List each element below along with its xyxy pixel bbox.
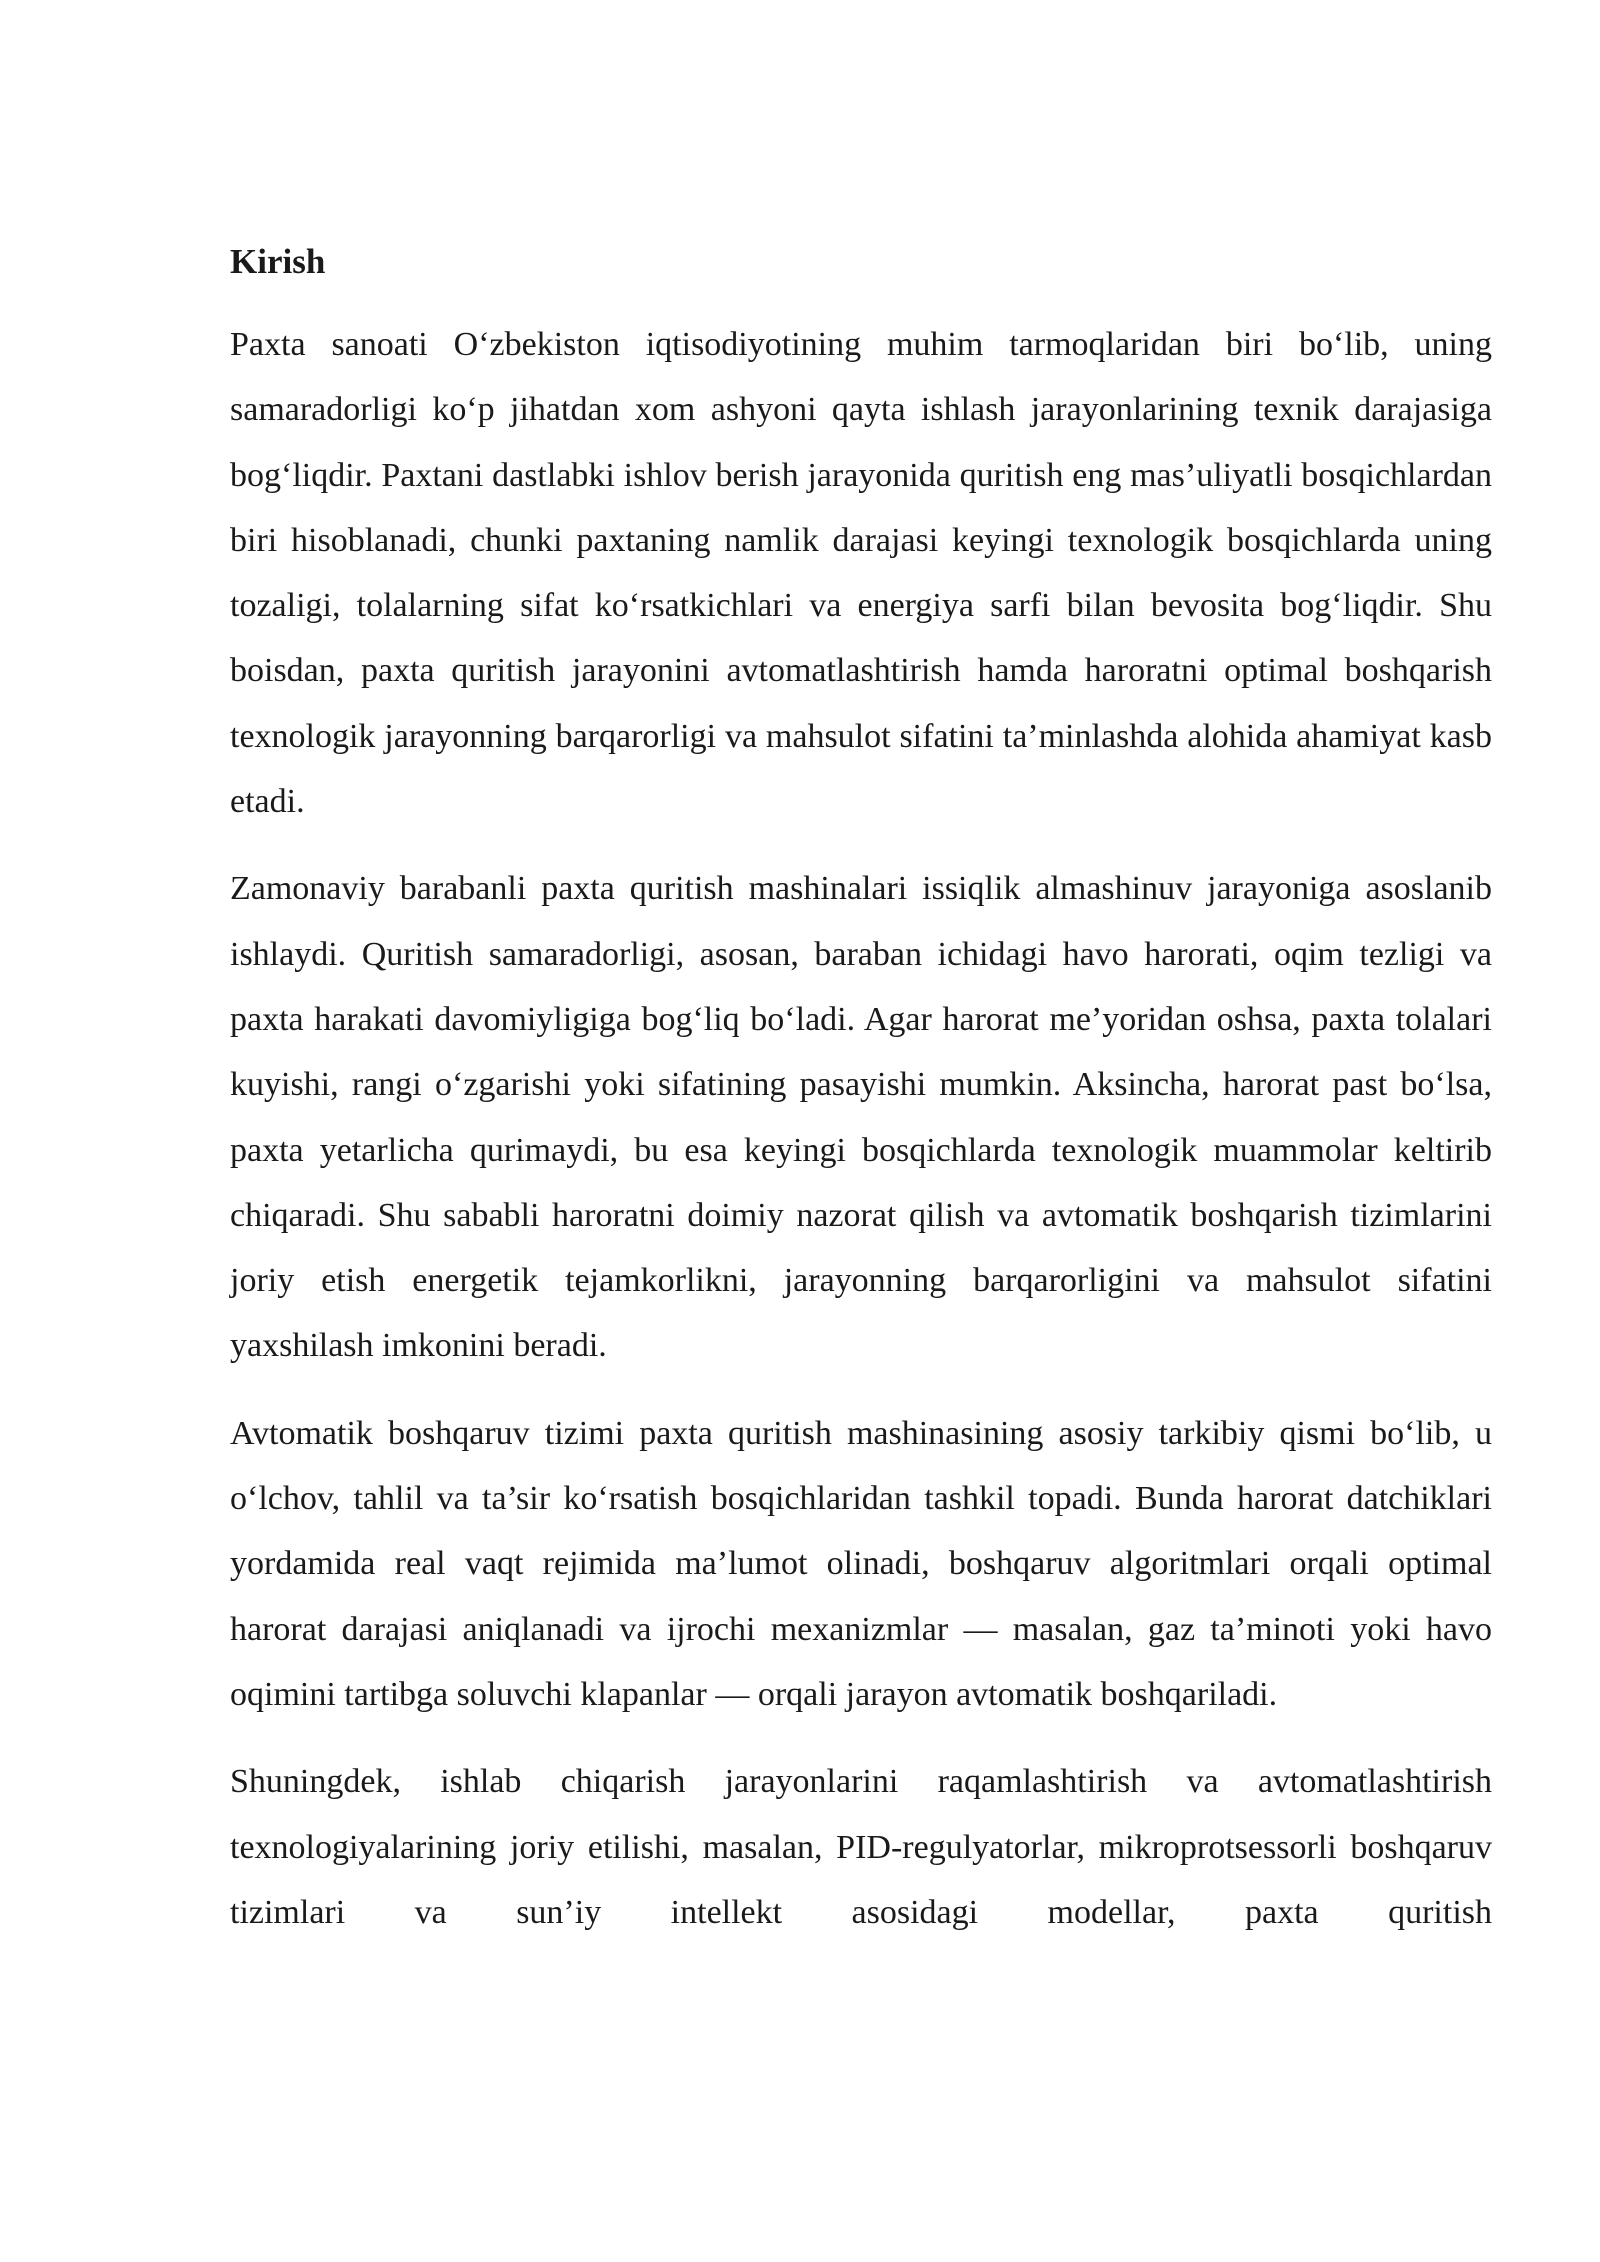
document-page: [230, 232, 1492, 1967]
paragraph-3: Avtomatik boshqaruv tizimi paxta quritish mashinasining asosiy tarkibiy qismi bo‘lib, u o‘lchov, tahlil va ta’sir ko‘rsatish bosqichlaridan tashkil topadi. Bunda harorat datchiklari yordamida real vaqt rejimida ma’lumot olinadi, boshqaruv algoritmlari orqali optimal harorat darajasi aniqlanadi va ijrochi mexanizmlar — masalan, gaz ta’minoti yoki havo oqimini tartibga soluvchi klapanlar — orqali jarayon avtomatik boshqariladi.: [230, 1414, 1492, 1713]
paragraph-1: Paxta sanoati O‘zbekiston iqtisodiyotining muhim tarmoqlaridan biri bo‘lib, uning samaradorligi ko‘p jihatdan xom ashyoni qayta ishlash jarayonlarining texnik darajasiga bog‘liqdir. Paxtani dastlabki ishlov berish jarayonida quritish eng mas’uliyatli bosqichlardan biri hisoblanadi, chunki paxtaning namlik darajasi keyingi texnologik bosqichlarda uning tozaligi, tolalarning sifat ko‘rsatkichlari va energiya sarfi bilan bevosita bog‘liqdir. Shu boisdan, paxta quritish jarayonini avtomatlashtirish hamda haroratni optimal boshqarish texnologik jarayonning barqarorligi va mahsulot sifatini ta’minlashda alohida ahamiyat kasb etadi.: [230, 326, 1492, 821]
section-heading: Kirish: [230, 242, 326, 281]
paragraph-2: Zamonaviy barabanli paxta quritish mashinalari issiqlik almashinuv jarayoniga asoslanib ishlaydi. Quritish samaradorligi, asosan, baraban ichidagi havo harorati, oqim tezligi va paxta harakati davomiyligiga bog‘liq bo‘ladi. Agar harorat me’yoridan oshsa, paxta tolalari kuyishi, rangi o‘zgarishi yoki sifatining pasayishi mumkin. Aksincha, harorat past bo‘lsa, paxta yetarlicha qurimaydi, bu esa keyingi bosqichlarda texnologik muammolar keltirib chiqaradi. Shu sababli haroratni doimiy nazorat qilish va avtomatik boshqarish tizimlarini joriy etish energetik tejamkorlikni, jarayonning barqarorligini va mahsulot sifatini yaxshilash imkonini beradi.: [230, 870, 1492, 1365]
paragraph-4: Shuningdek, ishlab chiqarish jarayonlarini raqamlashtirish va avtomatlashtirish texnologiyalarining joriy etilishi, masalan, PID-regulyatorlar, mikroprotsessorli boshqaruv tizimlari va sun’iy intellekt asosidagi modellar, paxta quritish: [230, 1763, 1492, 1931]
